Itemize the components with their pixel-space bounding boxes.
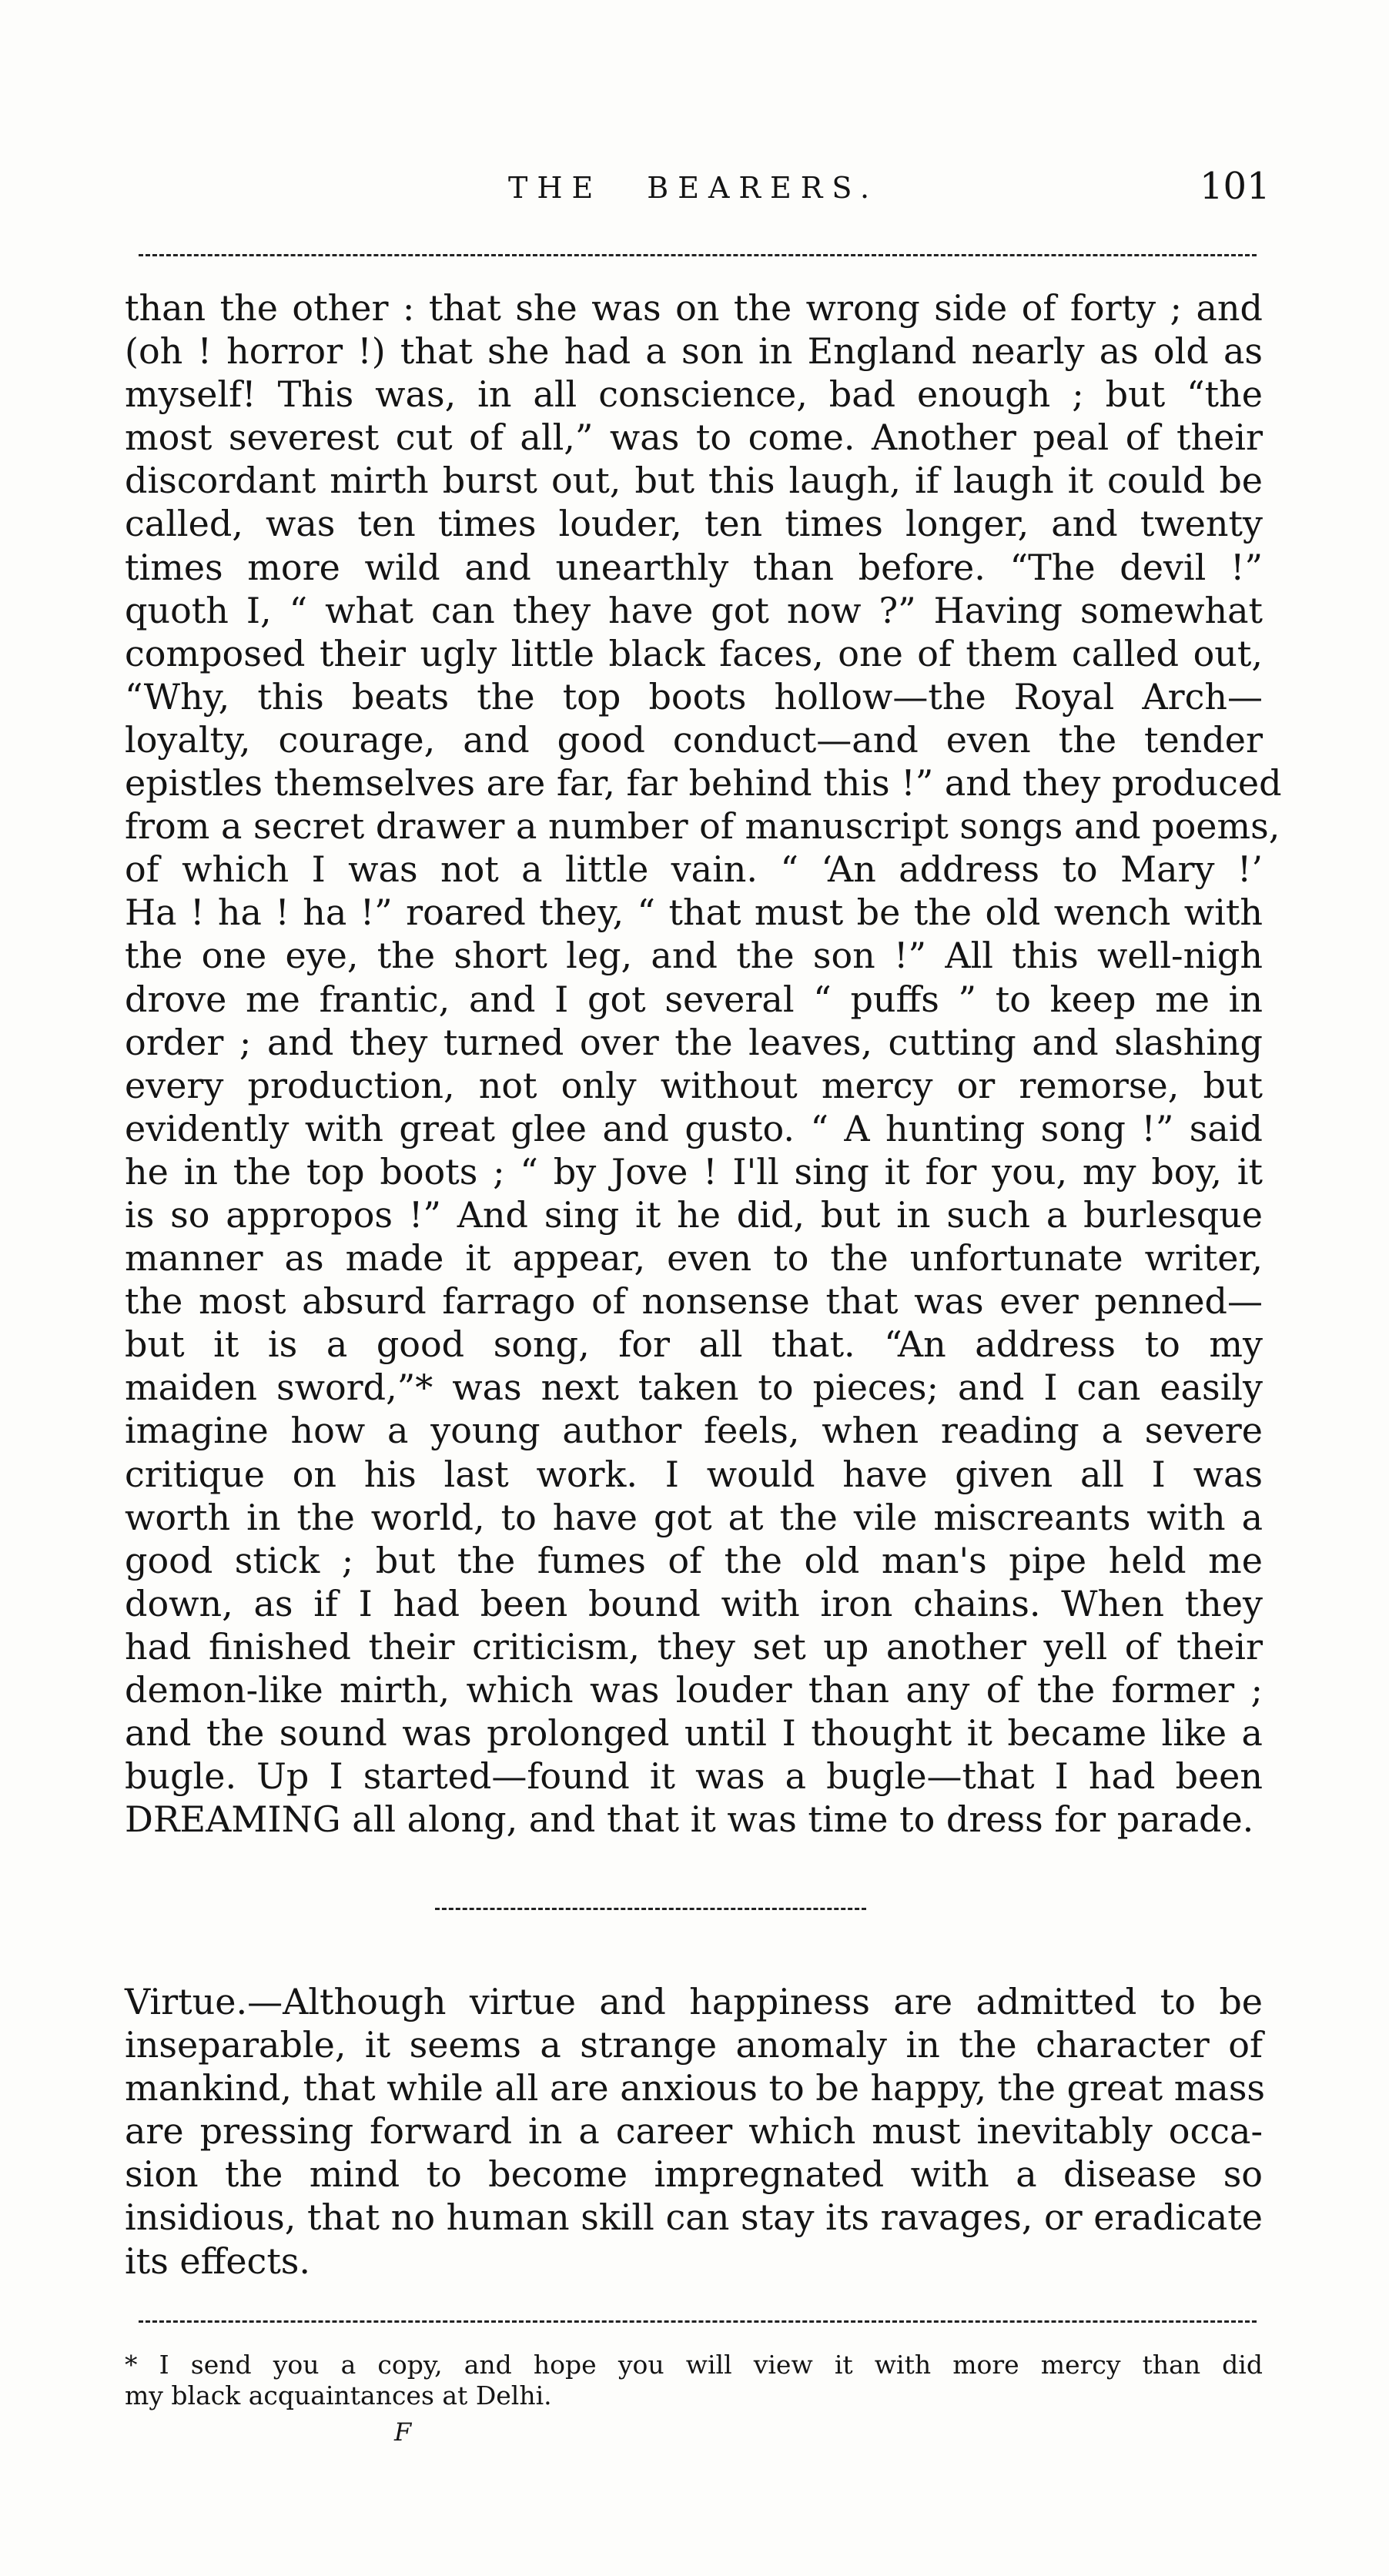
footnote-rule: [139, 2320, 1257, 2323]
text-line: “Why, this beats the top boots hollow—the Royal Arch—: [125, 675, 1263, 718]
text-line: its effects.: [125, 2240, 311, 2282]
text-line: Ha ! ha ! ha !” roared they, “ that must be the old wench with: [125, 892, 1263, 934]
virtue-paragraph: [125, 1980, 1266, 2283]
text-line: critique on his last work. I would have given all I was: [125, 1453, 1263, 1495]
text-line: order ; and they turned over the leaves, cutting and slashing: [125, 1021, 1263, 1063]
text-line: myself! This was, in all conscience, bad enough ; but “the: [125, 373, 1263, 416]
text-line: maiden sword,”* was next taken to pieces; and I can easily: [125, 1367, 1263, 1409]
text-line: than the other : that she was on the wrong side of forty ; and: [125, 287, 1263, 329]
text-line: bugle. Up I started—found it was a bugle—that I had been: [125, 1755, 1263, 1798]
page-number: 101: [1200, 165, 1270, 208]
text-line: called, was ten times louder, ten times longer, and twenty: [125, 503, 1263, 545]
text-line: most severest cut of all,” was to come. Another peal of their: [125, 417, 1263, 459]
text-line: of which I was not a little vain. “ ‘An address to Mary !’: [125, 848, 1263, 891]
text-line: is so appropos !” And sing it he did, but in such a burlesque: [125, 1193, 1263, 1236]
signature-mark: F: [394, 2417, 412, 2447]
text-line: manner as made it appear, even to the unfortunate writer,: [125, 1237, 1263, 1280]
text-line: evidently with great glee and gusto. “ A hunting song !” said: [125, 1107, 1263, 1149]
text-line: (oh ! horror !) that she had a son in England nearly as old as: [125, 330, 1263, 373]
text-line: he in the top boots ; “ by Jove ! I'll sing it for you, my boy, it: [125, 1150, 1263, 1193]
text-line: worth in the world, to have got at the vile miscreants with a: [125, 1496, 1263, 1538]
text-line: loyalty, courage, and good conduct—and even the tender: [125, 718, 1263, 761]
text-line: composed their ugly little black faces, one of them called out,: [125, 632, 1263, 674]
header-rule: [139, 254, 1257, 256]
text-line: good stick ; but the fumes of the old man's pipe held me: [125, 1539, 1263, 1581]
text-line: sion the mind to become impregnated with a disease so: [125, 2153, 1263, 2196]
text-line: quoth I, “ what can they have got now ?” Having somewhat: [125, 589, 1263, 631]
text-line: from a secret drawer a number of manuscript songs and poems,: [125, 805, 1280, 848]
text-line: but it is a good song, for all that. “An address to my: [125, 1323, 1263, 1366]
text-line: demon-like mirth, which was louder than any of the former ;: [125, 1669, 1263, 1711]
text-line: every production, not only without mercy or remorse, but: [125, 1064, 1263, 1106]
text-line: times more wild and unearthly than before. “The devil !”: [125, 546, 1263, 588]
text-line: Virtue.—Although virtue and happiness are admitted to be: [125, 1981, 1263, 2022]
running-head: THE BEARERS.: [508, 171, 879, 205]
text-line: drove me frantic, and I got several “ puffs ” to keep me in: [125, 978, 1263, 1020]
text-line: DREAMING all along, and that it was time to dress for parade.: [125, 1798, 1254, 1841]
footnote-line: my black acquaintances at Delhi.: [125, 2380, 552, 2410]
text-line: epistles themselves are far, far behind this !” and they produced: [125, 762, 1282, 805]
text-line: discordant mirth burst out, but this laugh, if laugh it could be: [125, 460, 1263, 502]
footnote: [125, 2350, 1263, 2411]
text-line: imagine how a young author feels, when reading a severe: [125, 1410, 1263, 1452]
text-line: the most absurd farrago of nonsense that was ever penned—: [125, 1280, 1263, 1323]
text-line: had finished their criticism, they set up another yell of their: [125, 1625, 1263, 1668]
section-divider: [435, 1908, 866, 1910]
text-line: down, as if I had been bound with iron chains. When they: [125, 1582, 1263, 1624]
text-line: and the sound was prolonged until I thought it became like a: [125, 1712, 1263, 1755]
footnote-line: * I send you a copy, and hope you will view it with more mercy than did: [125, 2350, 1263, 2380]
text-line: are pressing forward in a career which must inevitably occa-: [125, 2110, 1263, 2153]
text-line: the one eye, the short leg, and the son !” All this well-nigh: [125, 935, 1263, 977]
text-line: mankind, that while all are anxious to be happy, the great mass: [125, 2067, 1266, 2109]
main-text: [125, 286, 1282, 1841]
text-line: inseparable, it seems a strange anomaly in the character of: [125, 2024, 1263, 2066]
text-line: insidious, that no human skill can stay its ravages, or eradicate: [125, 2196, 1263, 2239]
